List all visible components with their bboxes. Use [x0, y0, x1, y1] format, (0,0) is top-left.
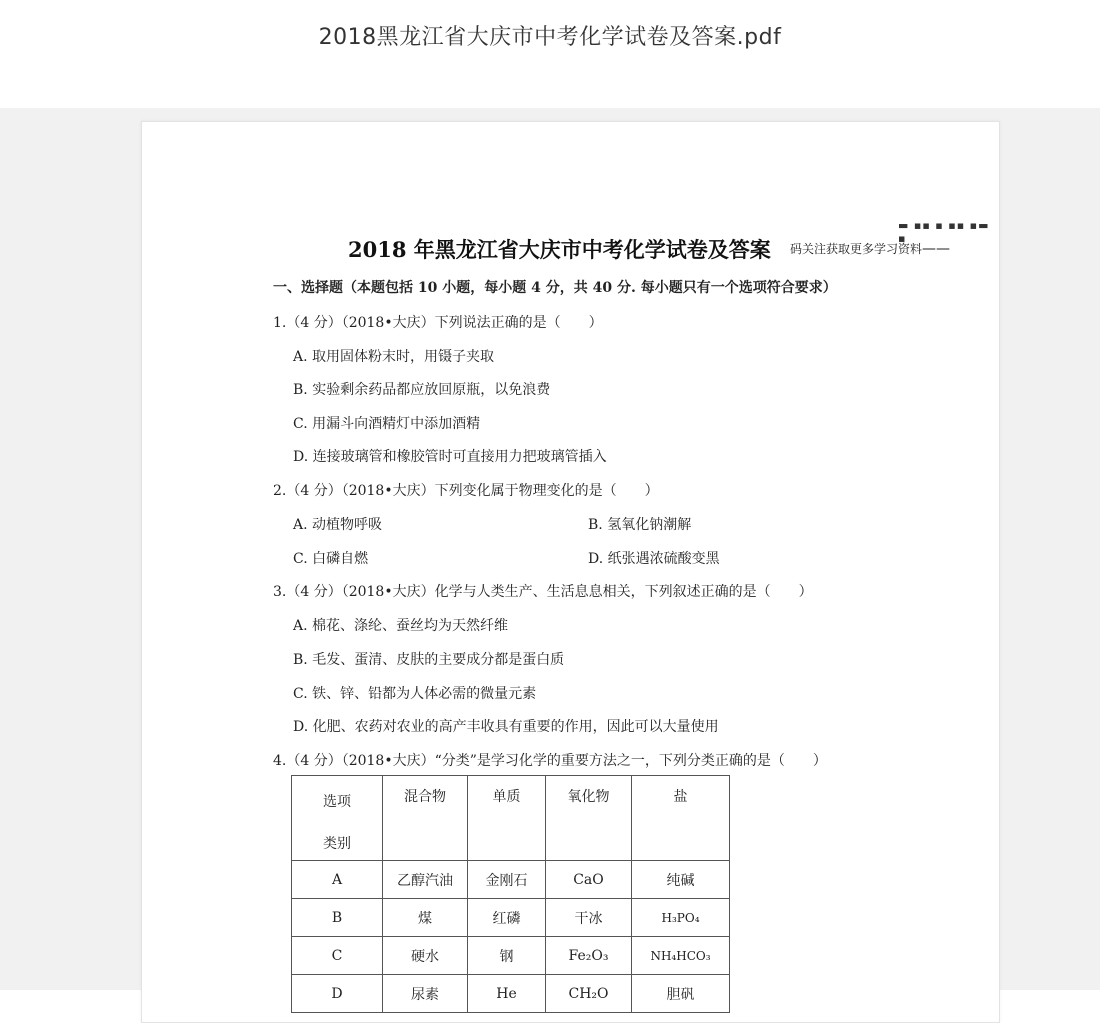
q3-option-a: A. 棉花、涤纶、蚕丝均为天然纤维 [293, 618, 509, 634]
title-bar [0, 0, 1100, 108]
table-cell: A [292, 861, 383, 899]
header-element: 单质 [468, 776, 546, 861]
table-cell: 胆矾 [632, 975, 730, 1013]
table-cell: B [292, 899, 383, 937]
table-cell: C [292, 937, 383, 975]
q1-option-a: A. 取用固体粉末时，用镊子夹取 [293, 349, 495, 365]
header-option: 选项 [323, 794, 351, 810]
table-cell: 红磷 [468, 899, 546, 937]
paper-title: 2018 年黑龙江省大庆市中考化学试卷及答案 [348, 237, 771, 262]
question-3: 3.（4 分）（2018•大庆）化学与人类生产、生活息息相关，下列叙述正确的是（ ） [273, 584, 813, 600]
table-cell: 尿素 [383, 975, 468, 1013]
header-mixture: 混合物 [383, 776, 468, 861]
question-1: 1.（4 分）（2018•大庆）下列说法正确的是（ ） [273, 315, 603, 331]
table-row [292, 937, 730, 975]
table-cell: CH₂O [546, 975, 632, 1013]
section-heading: 一、选择题（本题包括 10 小题，每小题 4 分，共 40 分. 每小题只有一个选项符合要求） [273, 280, 837, 296]
qr-note-text: 码关注获取更多学习资料 [790, 242, 923, 256]
table-cell: 金刚石 [468, 861, 546, 899]
table-cell: Fe₂O₃ [546, 937, 632, 975]
table-header-row [292, 776, 730, 861]
table-cell: 干冰 [546, 899, 632, 937]
table-row [292, 975, 730, 1013]
table-cell: H₃PO₄ [632, 899, 730, 937]
table-cell: 钢 [468, 937, 546, 975]
question-4: 4.（4 分）（2018•大庆）“分类”是学习化学的重要方法之一，下列分类正确的是（ ） [273, 753, 827, 769]
pdf-page [141, 121, 1000, 1023]
table-cell: 乙醇汽油 [383, 861, 468, 899]
qr-note-dash: —— [922, 241, 951, 257]
classification-table [291, 775, 730, 1013]
pdf-viewer[interactable] [0, 108, 1100, 1003]
q2-option-a: A. 动植物呼吸 [293, 517, 383, 533]
header-option-category [292, 776, 383, 861]
q2-option-c: C. 白磷自燃 [293, 551, 369, 567]
q3-option-b: B. 毛发、蛋清、皮肤的主要成分都是蛋白质 [293, 652, 565, 668]
q2-option-b: B. 氢氧化钠潮解 [588, 517, 692, 533]
qr-note [790, 240, 950, 257]
q3-option-c: C. 铁、锌、铅都为人体必需的微量元素 [293, 686, 537, 702]
table-cell: 煤 [383, 899, 468, 937]
table-cell: He [468, 975, 546, 1013]
document-title: 2018黑龙江省大庆市中考化学试卷及答案.pdf [318, 25, 782, 50]
table-row [292, 861, 730, 899]
table-cell: 纯碱 [632, 861, 730, 899]
header-category: 类别 [323, 836, 351, 852]
table-cell: D [292, 975, 383, 1013]
table-cell: CaO [546, 861, 632, 899]
q2-option-d: D. 纸张遇浓硫酸变黑 [588, 551, 720, 567]
header-oxide: 氧化物 [546, 776, 632, 861]
q1-option-d: D. 连接玻璃管和橡胶管时可直接用力把玻璃管插入 [293, 449, 607, 465]
header-salt: 盐 [632, 776, 730, 861]
q1-option-b: B. 实验剩余药品都应放回原瓶，以免浪费 [293, 382, 551, 398]
q1-option-c: C. 用漏斗向酒精灯中添加酒精 [293, 416, 481, 432]
table-cell: NH₄HCO₃ [632, 937, 730, 975]
question-2: 2.（4 分）（2018•大庆）下列变化属于物理变化的是（ ） [273, 483, 659, 499]
table-row [292, 899, 730, 937]
q3-option-d: D. 化肥、农药对农业的高产丰收具有重要的作用，因此可以大量使用 [293, 719, 719, 735]
table-cell: 硬水 [383, 937, 468, 975]
corner-marks: ▬ ▪▪ ▪ ▪▪ ▪▬ ▪ [898, 219, 990, 245]
